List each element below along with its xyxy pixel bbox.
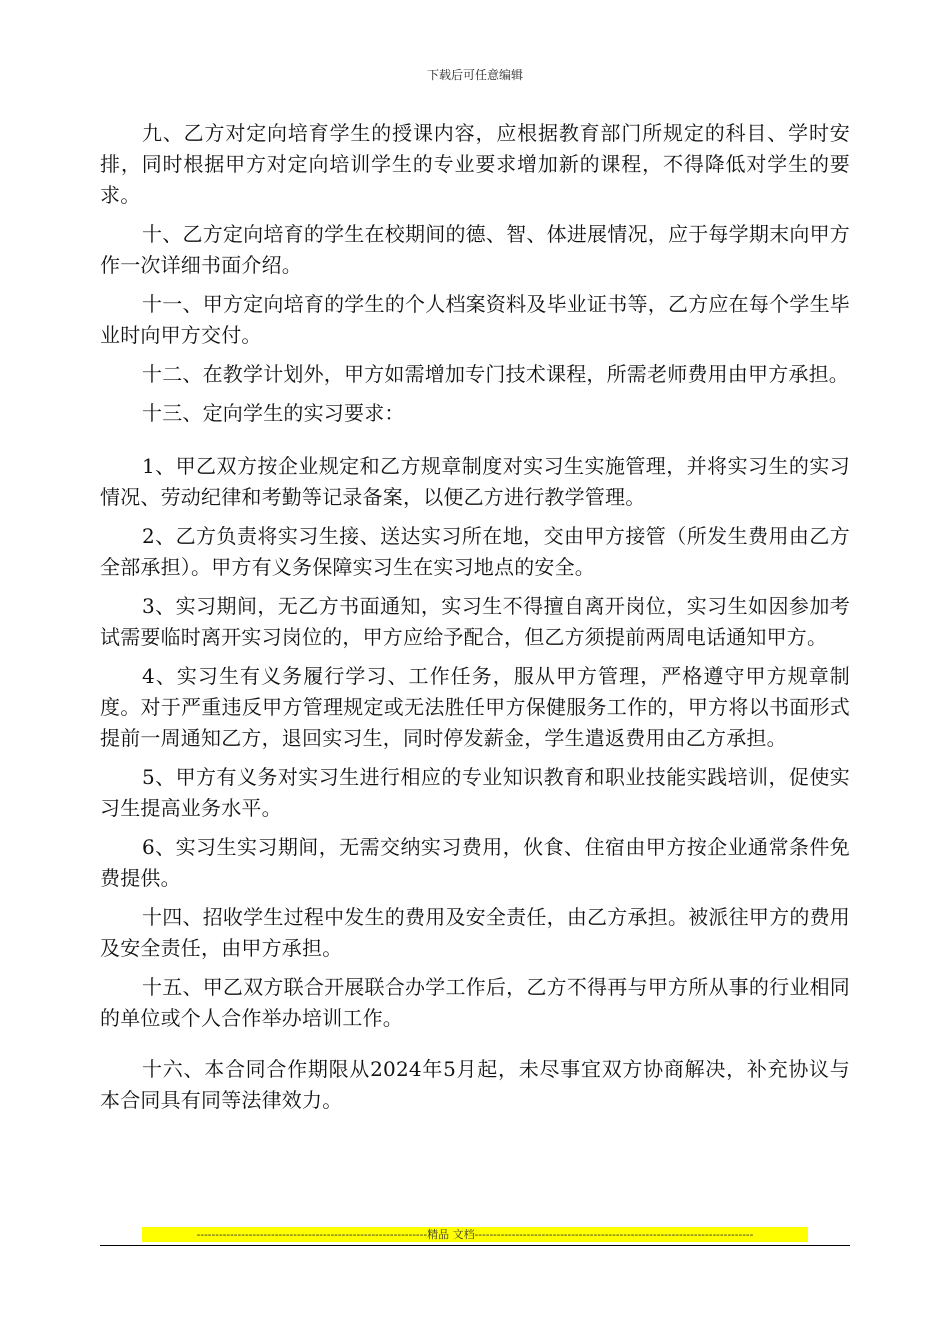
internship-item-1: 1、甲乙双方按企业规定和乙方规章制度对实习生实施管理，并将实习生的实习情况、劳动纪律和考勤等记录备案，以便乙方进行教学管理。 — [100, 454, 850, 509]
footer-divider — [100, 1245, 850, 1246]
clause-9: 九、乙方对定向培育学生的授课内容，应根据教育部门所规定的科目、学时安排，同时根据甲方对定向培训学生的专业要求增加新的课程，不得降低对学生的要求。 — [100, 121, 850, 207]
internship-item-3: 3、实习期间，无乙方书面通知，实习生不得擅自离开岗位，实习生如因参加考试需要临时离开实习岗位的，甲方应给予配合，但乙方须提前两周电话通知甲方。 — [100, 594, 850, 649]
footer-highlight-label: --------------------------------------------------------------精品 文档--------------------------------------------------------------------------- — [142, 1227, 808, 1242]
clause-16: 十六、本合同合作期限从2024年5月起，未尽事宜双方协商解决，补充协议与本合同具有同等法律效力。 — [100, 1057, 850, 1112]
clause-12: 十二、在教学计划外，甲方如需增加专门技术课程，所需老师费用由甲方承担。 — [142, 362, 849, 386]
page-header-note: 下载后可任意编辑 — [426, 68, 523, 82]
internship-item-4: 4、实习生有义务履行学习、工作任务，服从甲方管理，严格遵守甲方规章制度。对于严重违反甲方管理规定或无法胜任甲方保健服务工作的，甲方将以书面形式提前一周通知乙方，退回实习生，同时停发薪金，学生遣返费用由乙方承担。 — [100, 664, 850, 750]
clause-13-heading: 十三、定向学生的实习要求： — [142, 401, 405, 425]
internship-item-5: 5、甲方有义务对实习生进行相应的专业知识教育和职业技能实践培训，促使实习生提高业务水平。 — [100, 765, 850, 820]
clause-11: 十一、甲方定向培育的学生的个人档案资料及毕业证书等，乙方应在每个学生毕业时向甲方交付。 — [100, 292, 850, 347]
internship-item-2: 2、乙方负责将实习生接、送达实习所在地，交由甲方接管（所发生费用由乙方全部承担）。甲方有义务保障实习生在实习地点的安全。 — [100, 524, 850, 579]
clause-10: 十、乙方定向培育的学生在校期间的德、智、体进展情况，应于每学期末向甲方作一次详细书面介绍。 — [100, 222, 850, 277]
clause-15: 十五、甲乙双方联合开展联合办学工作后，乙方不得再与甲方所从事的行业相同的单位或个人合作举办培训工作。 — [100, 975, 850, 1030]
internship-item-6: 6、实习生实习期间，无需交纳实习费用，伙食、住宿由甲方按企业通常条件免费提供。 — [100, 835, 850, 890]
document-body — [100, 118, 850, 1124]
clause-14: 十四、招收学生过程中发生的费用及安全责任，由乙方承担。被派往甲方的费用及安全责任，由甲方承担。 — [100, 905, 850, 960]
